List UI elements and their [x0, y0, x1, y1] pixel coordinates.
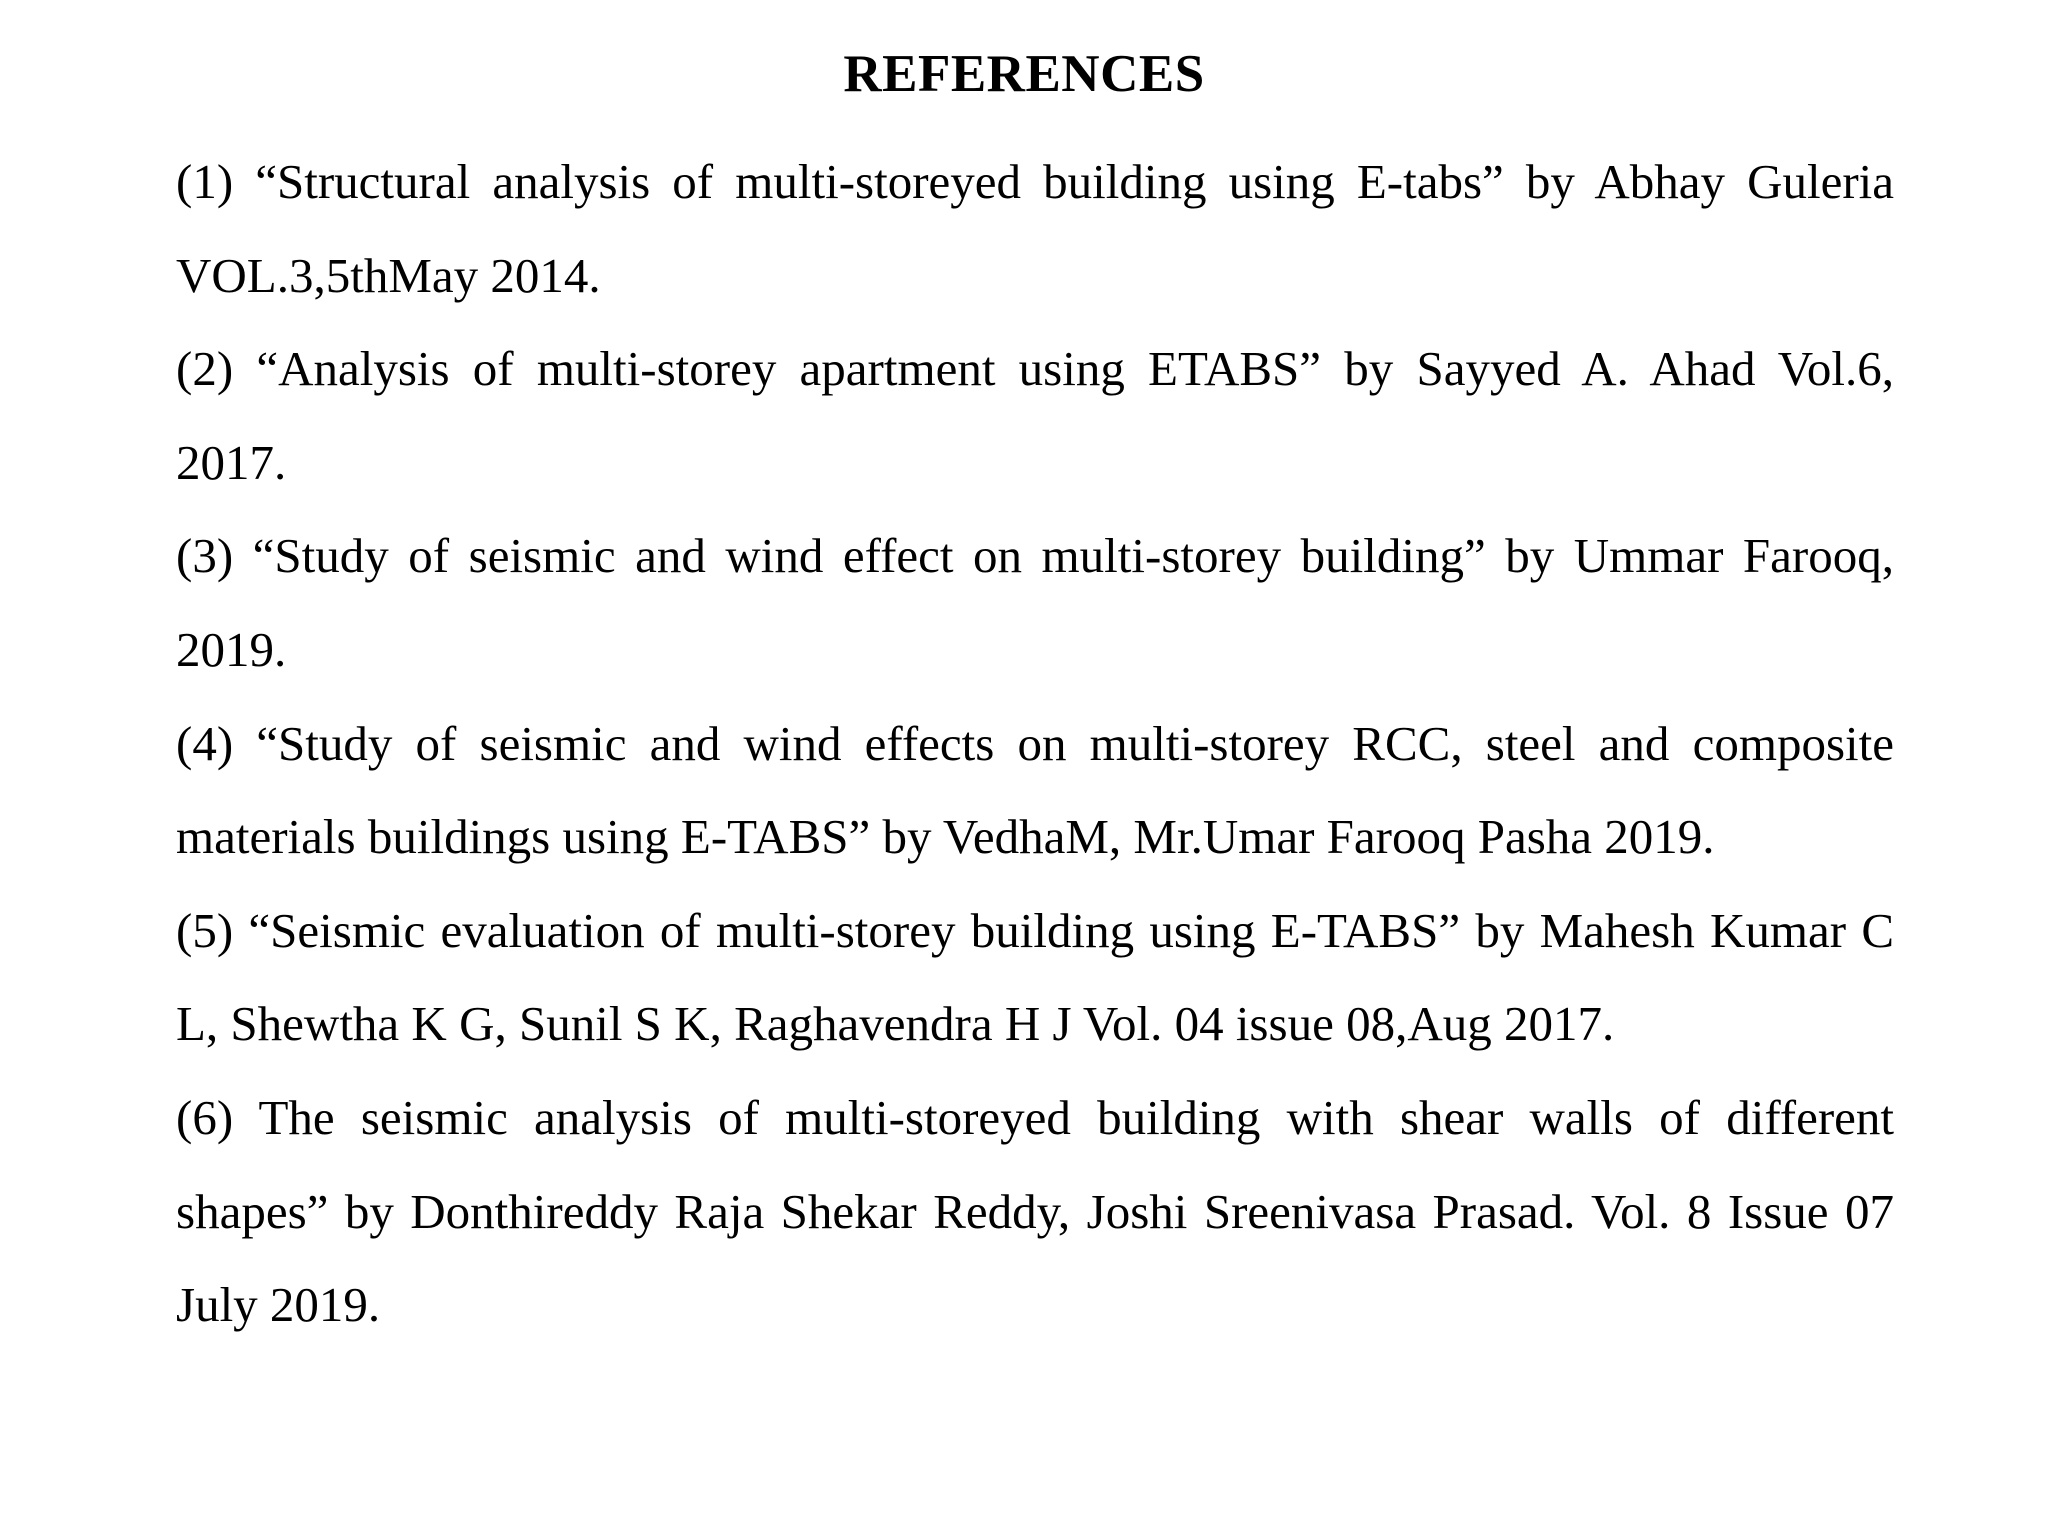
- reference-item-2: (2) “Analysis of multi-storey apartment using ETABS” by Sayyed A. Ahad Vol.6, 2017.: [176, 341, 1894, 490]
- page-title: REFERENCES: [843, 45, 1205, 103]
- reference-item-3: (3) “Study of seismic and wind effect on multi-storey building” by Ummar Farooq, 2019.: [176, 528, 1894, 677]
- reference-item-5: (5) “Seismic evaluation of multi-storey building using E-TABS” by Mahesh Kumar C L, Shewtha K G, Sunil S K, Raghavendra H J Vol. 04 issue 08,Aug 2017.: [176, 902, 1894, 1052]
- reference-item-4: (4) “Study of seismic and wind effects on multi-storey RCC, steel and composite materials buildings using E-TABS” by VedhaM, Mr.Umar Farooq Pasha 2019.: [176, 715, 1894, 865]
- reference-item-1: (1) “Structural analysis of multi-storeyed building using E-tabs” by Abhay Guleria VOL.3,5thMay 2014.: [176, 154, 1894, 303]
- reference-item-6: (6) The seismic analysis of multi-storeyed building with shear walls of different shapes” by Donthireddy Raja Shekar Reddy, Joshi Sreenivasa Prasad. Vol. 8 Issue 07 July 2019.: [176, 1089, 1894, 1333]
- reference-list: [176, 135, 1894, 1352]
